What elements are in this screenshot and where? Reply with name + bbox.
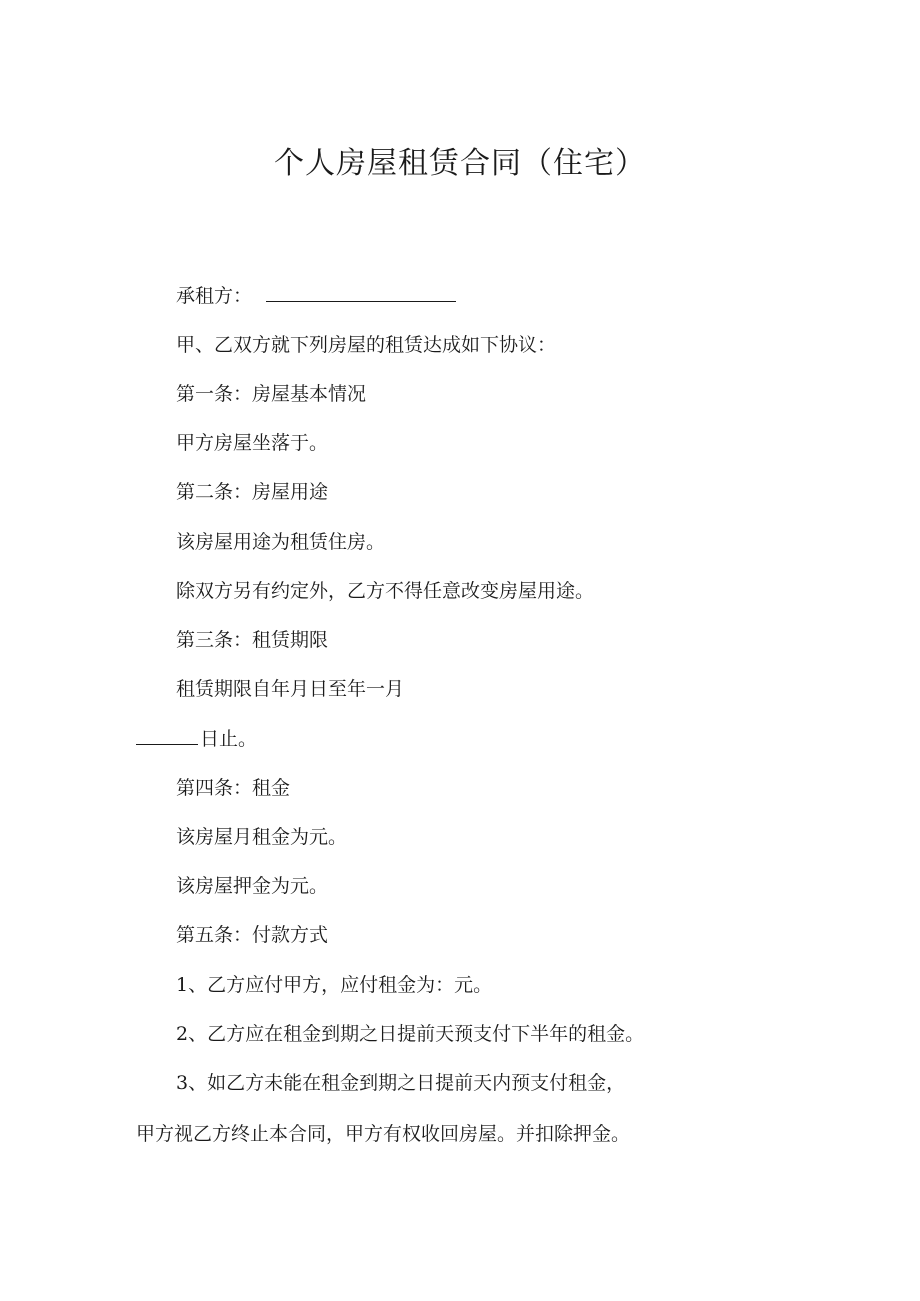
term-end-blank (136, 726, 198, 745)
property-location: 甲方房屋坐落于。 (176, 432, 329, 454)
payment-clause-1: 1、乙方应付甲方，应付租金为：元。 (176, 974, 493, 996)
article-3-heading: 第三条：租赁期限 (176, 629, 329, 651)
property-use: 该房屋用途为租赁住房。 (176, 531, 386, 553)
term-end-suffix: 日止。 (200, 728, 258, 750)
tenant-blank (266, 283, 456, 302)
article-5-heading: 第五条：付款方式 (176, 924, 329, 946)
payment-clause-3-cont: 甲方视乙方终止本合同，甲方有权收回房屋。并扣除押金。 (136, 1123, 631, 1145)
payment-clause-2: 2、乙方应在租金到期之日提前天预支付下半年的租金。 (176, 1023, 645, 1045)
tenant-label: 承租方： (176, 285, 253, 307)
deposit: 该房屋押金为元。 (176, 875, 329, 897)
article-4-heading: 第四条：租金 (176, 777, 291, 799)
use-restriction: 除双方另有约定外，乙方不得任意改变房屋用途。 (176, 580, 595, 602)
article-1-heading: 第一条：房屋基本情况 (176, 383, 367, 405)
lease-term: 租赁期限自年月日至年一月 (176, 678, 405, 700)
monthly-rent: 该房屋月租金为元。 (176, 826, 348, 848)
document-title: 个人房屋租赁合同（住宅） (274, 146, 646, 181)
agreement-intro: 甲、乙双方就下列房屋的租赁达成如下协议： (176, 334, 557, 356)
lease-term-end (136, 725, 257, 753)
article-2-heading: 第二条：房屋用途 (176, 481, 329, 503)
tenant-line (176, 282, 456, 310)
payment-clause-3: 3、如乙方未能在租金到期之日提前天内预支付租金， (176, 1072, 626, 1094)
